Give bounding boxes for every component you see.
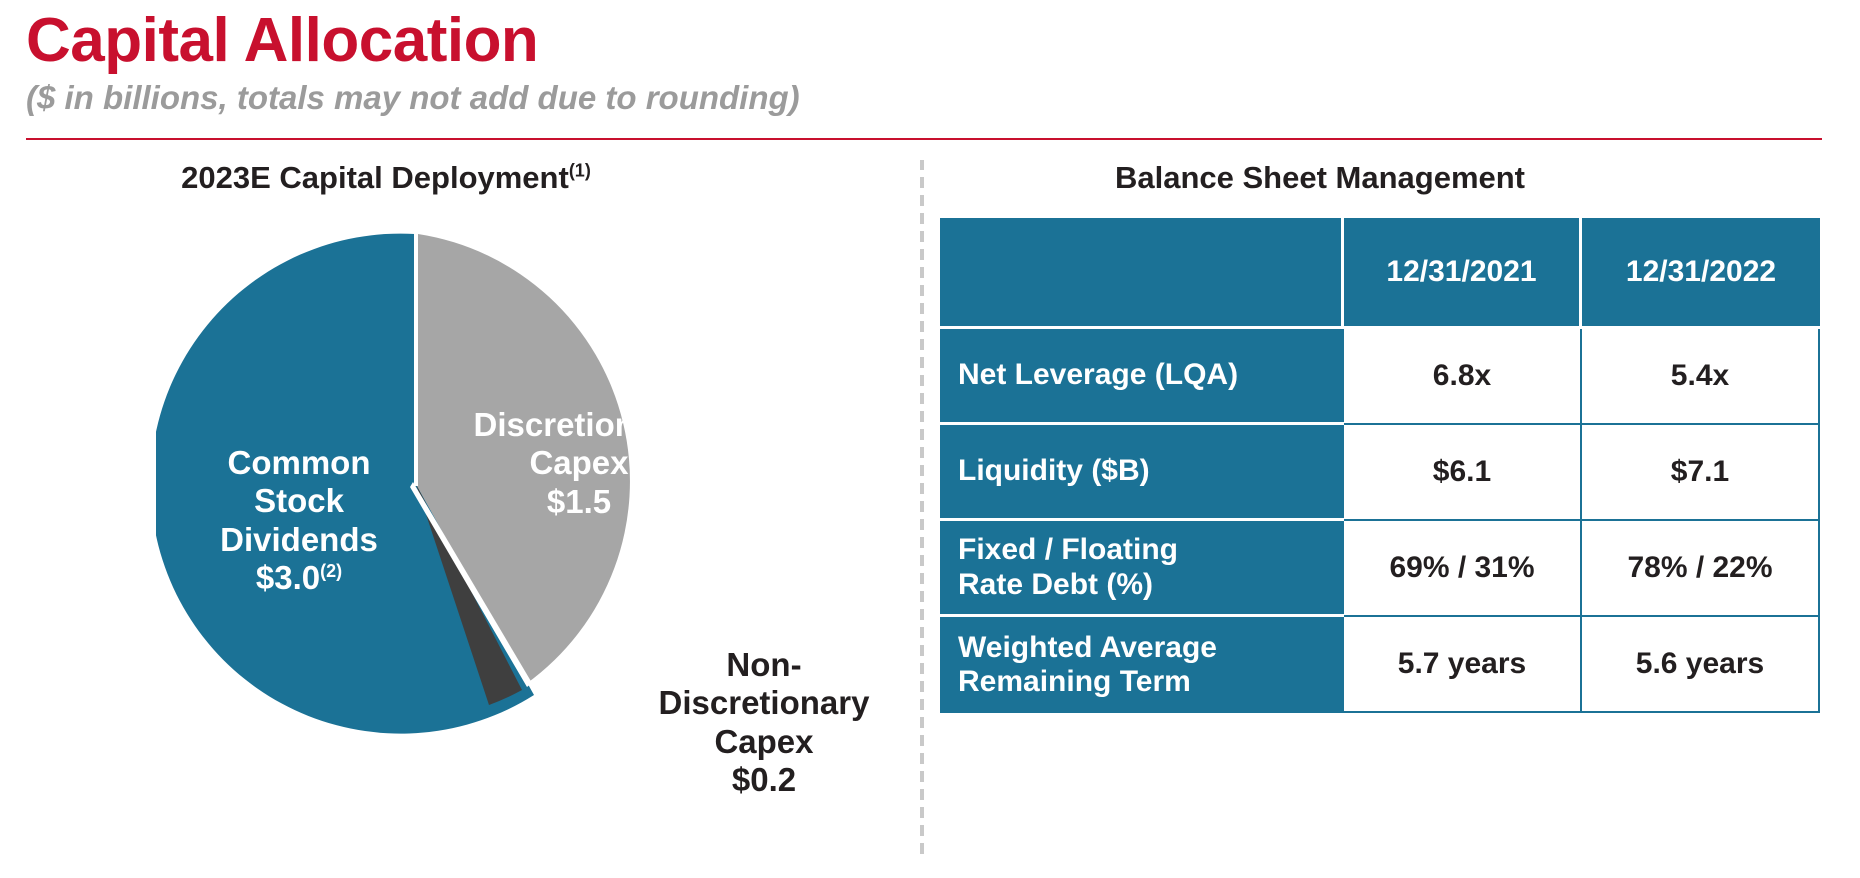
balance-sheet-panel <box>930 160 1830 860</box>
pie-label-common-stock-line3: Dividends <box>220 520 378 558</box>
table-row-label-fixed-floating-line1: Fixed / Floating <box>958 533 1179 566</box>
slide-header <box>26 0 1826 117</box>
page-title: Capital Allocation <box>26 6 539 75</box>
table-row-label-net-leverage: Net Leverage (LQA) <box>940 329 1344 425</box>
pie-label-discretionary-line1: Discretionary <box>473 406 685 443</box>
balance-sheet-heading: Balance Sheet Management <box>1114 160 1526 195</box>
pie-label-non-discretionary-line1: Non- <box>726 646 802 683</box>
pie-separator-top <box>414 232 418 486</box>
pie-label-common-stock-line1: Common <box>227 444 371 481</box>
table-row-label-liquidity: Liquidity ($B) <box>940 425 1344 521</box>
pie-label-common-stock-footnote: (2) <box>320 560 343 581</box>
pie-label-non-discretionary-value: $0.2 <box>731 760 797 798</box>
pie-label-discretionary-value: $1.5 <box>546 482 612 520</box>
table-cell-weighted-average-term-2022: 5.6 years <box>1582 617 1820 713</box>
panel-divider <box>920 160 924 860</box>
table-header-2021: 12/31/2021 <box>1344 218 1582 329</box>
balance-sheet-table <box>940 218 1820 713</box>
table-header-row <box>940 218 1820 329</box>
table-header-2022: 12/31/2022 <box>1582 218 1820 329</box>
table-row <box>940 617 1820 713</box>
pie-label-discretionary-line2: Capex <box>529 444 629 482</box>
table-cell-net-leverage-2022: 5.4x <box>1582 329 1820 425</box>
pie-label-common-stock-line2: Stock <box>254 482 344 520</box>
table-row-label-weighted-average-term <box>940 617 1344 713</box>
capital-deployment-heading-footnote: (1) <box>568 160 591 181</box>
table-row <box>940 425 1820 521</box>
table-row-label-fixed-floating-line2: Rate Debt (%) <box>958 567 1154 601</box>
table-header-blank <box>940 218 1344 329</box>
table-cell-liquidity-2021: $6.1 <box>1344 425 1582 521</box>
table-row <box>940 521 1820 617</box>
header-divider-rule <box>26 138 1822 140</box>
page-subtitle: ($ in billions, totals may not add due to rounding) <box>26 79 800 117</box>
pie-label-non-discretionary-line2: Discretionary <box>658 684 870 722</box>
table-cell-fixed-floating-2022: 78% / 22% <box>1582 521 1820 617</box>
table-cell-net-leverage-2021: 6.8x <box>1344 329 1582 425</box>
capital-deployment-pie-chart <box>156 224 676 744</box>
capital-deployment-panel <box>26 160 906 860</box>
table-row-label-fixed-floating <box>940 521 1344 617</box>
capital-deployment-heading <box>36 160 736 196</box>
pie-label-non-discretionary-line3: Capex <box>714 722 814 760</box>
pie-chart-area <box>26 214 906 834</box>
table-row-label-weighted-average-term-line1: Weighted Average <box>958 630 1217 664</box>
table-cell-fixed-floating-2021: 69% / 31% <box>1344 521 1582 617</box>
pie-label-non-discretionary-capex <box>634 646 894 799</box>
table-row-label-weighted-average-term-line2: Remaining Term <box>958 665 1191 698</box>
table-cell-liquidity-2022: $7.1 <box>1582 425 1820 521</box>
pie-label-common-stock-value: $3.0 <box>255 558 321 596</box>
table-cell-weighted-average-term-2021: 5.7 years <box>1344 617 1582 713</box>
capital-deployment-heading-text: 2023E Capital Deployment <box>181 160 569 195</box>
table-row <box>940 329 1820 425</box>
